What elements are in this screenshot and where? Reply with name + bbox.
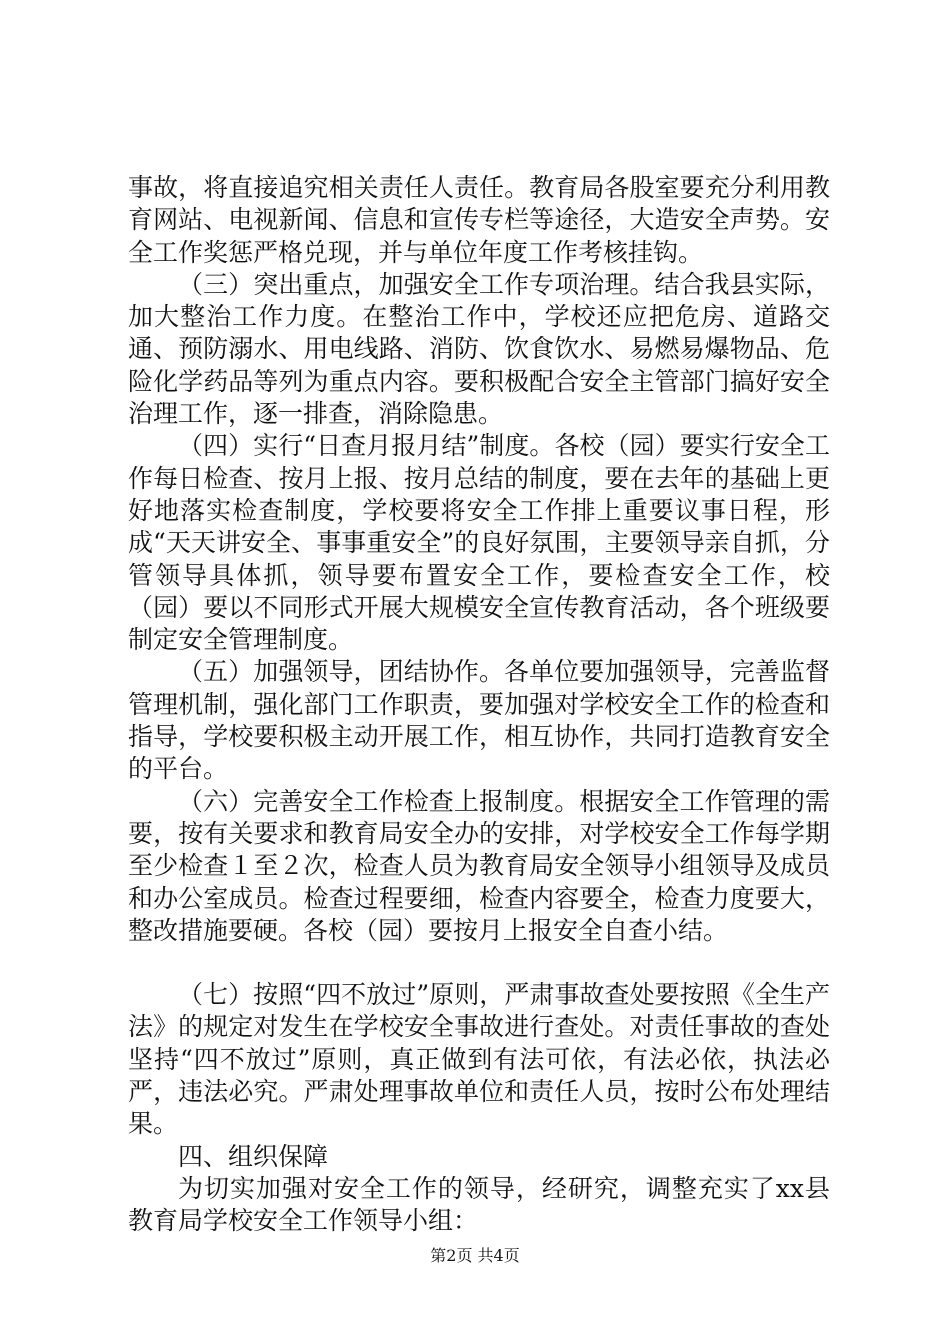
page-number-footer: 第2页 共4页 (430, 1246, 520, 1265)
paragraph-section-3: （三）突出重点，加强安全工作专项治理。结合我县实际，加大整治工作力度。在整治工作中，学校还应把危房、道路交通、预防溺水、用电线路、消防、饮食饮水、易燃易爆物品、危险化学药品等列为重点内容。要积极配合安全主管部门搞好安全治理工作，逐一排查，消除隐患。 (128, 269, 830, 429)
paragraph-section-6: （六）完善安全工作检查上报制度。根据安全工作管理的需要，按有关要求和教育局安全办的安排，对学校安全工作每学期至少检查１至２次，检查人员为教育局安全领导小组领导及成员和办公室成员。检查过程要细，检查内容要全，检查力度要大，整改措施要硬。各校（园）要按月上报安全自查小结。 (128, 786, 830, 945)
paragraph-continuation: 事故，将直接追究相关责任人责任。教育局各股室要充分利用教育网站、电视新闻、信息和宣传专栏等途径，大造安全声势。安全工作奖惩严格兑现，并与单位年度工作考核挂钩。 (128, 173, 830, 267)
paragraph-leadership-group: 为切实加强对安全工作的领导，经研究，调整充实了xx县教育局学校安全工作领导小组： (128, 1173, 830, 1236)
paragraph-section-4: （四）实行“日查月报月结”制度。各校（园）要实行安全工作每日检查、按月上报、按月总结的制度，要在去年的基础上更好地落实检查制度，学校要将安全工作排上重要议事日程，形成“天天讲安全、事事重安全”的良好氛围，主要领导亲自抓，分管领导具体抓，领导要布置安全工作，要检查安全工作，校（园）要以不同形式开展大规模安全宣传教育活动，各个班级要制定安全管理制度。 (128, 431, 830, 655)
document-body (128, 172, 830, 1238)
paragraph-section-5: （五）加强领导，团结协作。各单位要加强领导，完善监督管理机制，强化部门工作职责，要加强对学校安全工作的检查和指导，学校要积极主动开展工作，相互协作，共同打造教育安全的平台。 (128, 657, 830, 784)
paragraph-section-7: （七）按照“四不放过”原则，严肃事故查处要按照《全生产法》的规定对发生在学校安全事故进行查处。对责任事故的查处坚持“四不放过”原则，真正做到有法可依，有法必依，执法必严，违法必究。严肃处理事故单位和责任人员，按时公布处理结果。 (128, 980, 830, 1139)
heading-organization: 四、组织保障 (178, 1141, 329, 1171)
